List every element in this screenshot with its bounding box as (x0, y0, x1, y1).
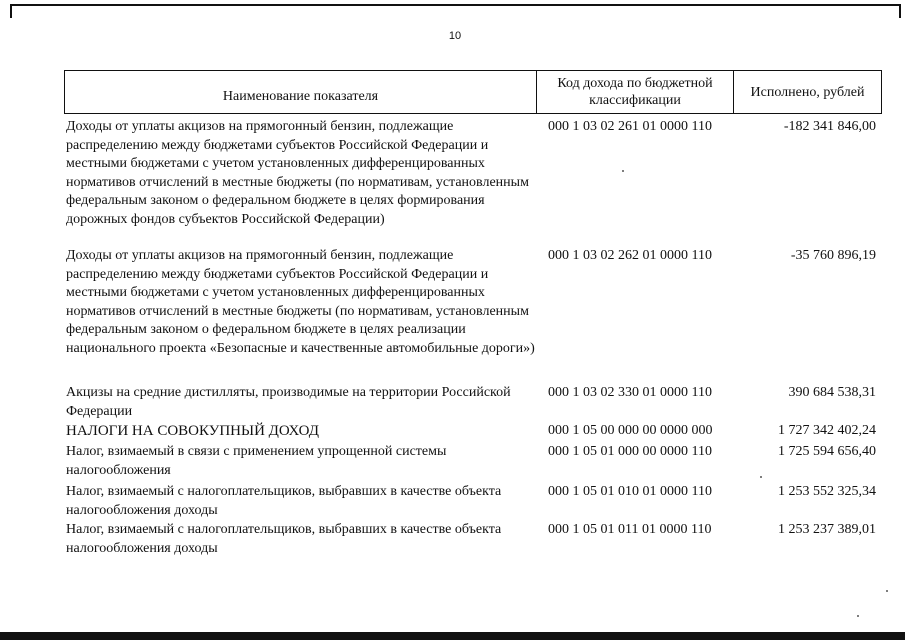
scan-speck (857, 615, 859, 617)
column-header-amount: Исполнено, рублей (750, 84, 865, 100)
row-name: Налог, взимаемый с налогоплательщиков, выбравших в качестве объекта налогообложения доходы (66, 484, 502, 518)
row-code: 000 1 03 02 330 01 0000 110 (548, 385, 712, 400)
row-name: Доходы от уплаты акцизов на прямогонный бензин, подлежащие распределению между бюджетами субъектов Российской Федерации и местными бюджетами с учетом установленных дифференцированных нормативов отчислений в местные бюджеты (по нормативам, установленным федеральным законом о федеральном бюджете в целях формирования дорожных фондов субъектов Российской Федерации) (66, 119, 529, 227)
row-amount: 1 725 594 656,40 (778, 444, 876, 459)
scan-speck (886, 590, 888, 592)
row-amount: -182 341 846,00 (783, 119, 876, 134)
column-header-name: Наименование показателя (65, 71, 537, 113)
scan-speck (760, 476, 762, 478)
scan-border-right (899, 4, 901, 18)
row-name: Налог, взимаемый с налогоплательщиков, выбравших в качестве объекта налогообложения доходы (66, 522, 502, 556)
row-code: 000 1 05 01 000 00 0000 110 (548, 444, 712, 459)
scan-speck (622, 170, 624, 172)
row-code: 000 1 03 02 262 01 0000 110 (548, 248, 712, 263)
row-code: 000 1 03 02 261 01 0000 110 (548, 119, 712, 134)
row-amount: 1 253 552 325,34 (778, 484, 876, 499)
row-name: НАЛОГИ НА СОВОКУПНЫЙ ДОХОД (66, 423, 319, 439)
column-header-code: Код дохода по бюджетной классификации (537, 71, 734, 113)
row-amount: 1 727 342 402,24 (778, 423, 876, 438)
row-code: 000 1 05 01 010 01 0000 110 (548, 484, 712, 499)
row-code: 000 1 05 01 011 01 0000 110 (548, 522, 712, 537)
table-header (64, 70, 882, 114)
scan-border-top (10, 4, 901, 6)
row-amount: -35 760 896,19 (790, 248, 876, 263)
row-amount: 390 684 538,31 (788, 385, 876, 400)
row-amount: 1 253 237 389,01 (778, 522, 876, 537)
page-number: 10 (448, 30, 462, 42)
row-name: Доходы от уплаты акцизов на прямогонный бензин, подлежащие распределению между бюджетами субъектов Российской Федерации и местными бюджетами с учетом установленных дифференцированных нормативов отчислений в местные бюджеты (по нормативам, установленным федеральным законом о федеральном бюджете в целях реализации национального проекта «Безопасные и качественные автомобильные дороги») (66, 248, 535, 356)
scan-border-left (10, 4, 12, 18)
row-code: 000 1 05 00 000 00 0000 000 (548, 423, 713, 438)
row-name: Налог, взимаемый в связи с применением упрощенной системы налогообложения (66, 444, 447, 478)
row-name: Акцизы на средние дистилляты, производимые на территории Российской Федерации (66, 385, 511, 419)
scan-border-bottom (0, 632, 905, 640)
